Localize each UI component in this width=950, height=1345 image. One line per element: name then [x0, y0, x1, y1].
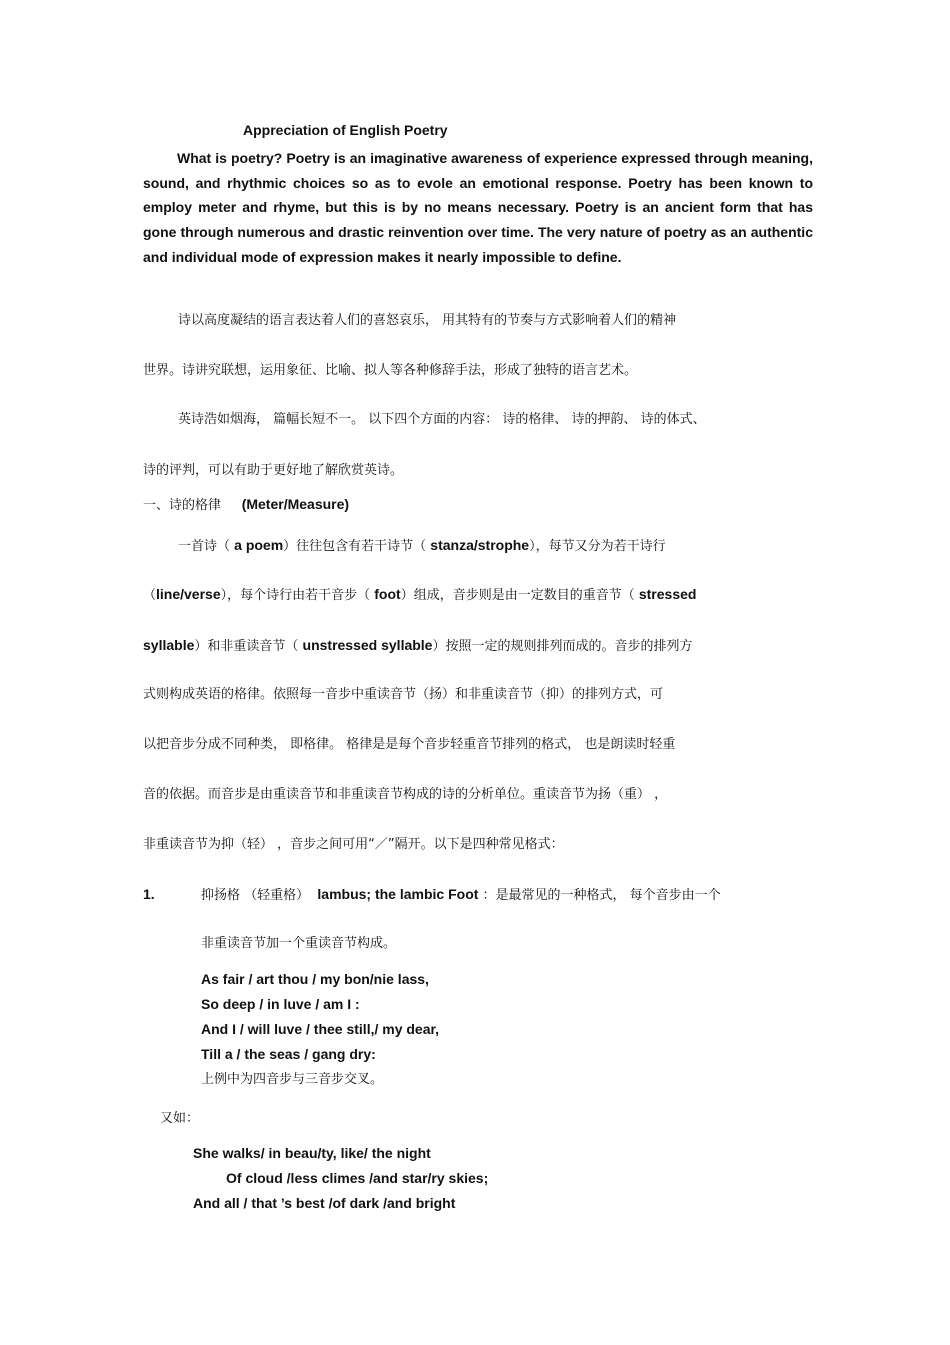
item-cn-term: 抑扬格 （轻重格） [201, 888, 314, 903]
term-unstressed-syllable: unstressed syllable [302, 637, 433, 653]
list-item-iambus [143, 884, 721, 903]
list-number: 1. [143, 886, 155, 902]
poem-line: So deep / in luve / am I : [201, 996, 360, 1012]
text-run: ）和非重读音节（ [194, 639, 303, 654]
paragraph-3-line-4: 式则构成英语的格律。依照每一音步中重读音节（扬）和非重读音节（抑）的排列方式，可 [143, 687, 664, 702]
item-en-term: lambus; the lambic Foot [317, 886, 479, 902]
paragraph-3-line-3 [143, 635, 815, 654]
text-run: ），每个诗行由若干音步（ [220, 588, 375, 603]
text-run: ），每节又分为若干诗行 [529, 539, 666, 554]
poem-line: Of cloud /less climes /and star/ry skies; [226, 1170, 489, 1186]
paragraph-3-line-5: 以把音步分成不同种类， 即格律。 格律是是每个音步轻重音节排列的格式， 也是朗读时轻重 [143, 737, 676, 752]
intro-paragraph: What is poetry? Poetry is an imaginative awareness of experience expressed through meaning, sound, and rhythmic choices so as to evole an emotional response. Poetry has been known to employ meter and rhyme, but this is by no means necessary. Poetry is an ancient form that has gone through numerous and drastic reinvention over time. The very nature of poetry as an authentic and individual mode of expression makes it nearly impossible to define. [143, 150, 813, 265]
paragraph-1-line-1: 诗以高度凝结的语言表达着人们的喜怒哀乐， 用其特有的节奏与方式影响着人们的精神 [178, 313, 677, 328]
paragraph-2-line-2: 诗的评判，可以有助于更好地了解欣赏英诗。 [143, 463, 404, 478]
poem-line: She walks/ in beau/ty, like/ the night [193, 1145, 431, 1161]
poem-1-note: 上例中为四音步与三音步交叉。 [201, 1072, 384, 1087]
paragraph-1-line-2: 世界。诗讲究联想，运用象征、比喻、拟人等各种修辞手法，形成了独特的语言艺术。 [143, 363, 638, 378]
poem-line: And I / will luve / thee still,/ my dear, [201, 1021, 440, 1037]
paragraph-3-line-2 [143, 584, 815, 603]
term-line-verse: line/verse [156, 586, 221, 602]
another-example-label: 又如： [160, 1111, 200, 1126]
section-heading-cn: 一、诗的格律 [143, 498, 222, 513]
section-heading-meter [143, 494, 815, 513]
document-title: Appreciation of English Poetry [243, 122, 448, 138]
term-stressed: stressed [638, 586, 697, 602]
term-foot: foot [374, 586, 401, 602]
text-run: ）组成，音步则是由一定数目的重音节（ [400, 588, 639, 603]
text-run: ）往往包含有若干诗节（ [283, 539, 431, 554]
term-stanza: stanza/strophe [430, 537, 530, 553]
poem-line: As fair / art thou / my bon/nie lass, [201, 971, 429, 987]
paragraph-2-line-1: 英诗浩如烟海， 篇幅长短不一。 以下四个方面的内容： 诗的格律、 诗的押韵、 诗的体式、 [178, 412, 706, 427]
paragraph-3-line-1 [143, 535, 815, 554]
poem-line: And all / that ’s best /of dark /and bright [193, 1195, 456, 1211]
term-a-poem: a poem [234, 537, 284, 553]
item-description: ：是最常见的一种格式， 每个音步由一个 [478, 888, 721, 903]
poem-example-2 [193, 1141, 488, 1216]
poem-line: Till a / the seas / gang dry: [201, 1046, 376, 1062]
text-run: ）按照一定的规则排列而成的。音步的排列方 [432, 639, 693, 654]
paragraph-3-line-7: 非重读音节为抑（轻） ，音步之间可用“／”隔开。以下是四种常见格式： [143, 837, 564, 852]
section-heading-en: (Meter/Measure) [241, 496, 350, 512]
term-syllable: syllable [143, 637, 195, 653]
paragraph-3-line-6: 音的依据。而音步是由重读音节和非重读音节构成的诗的分析单位。重读音节为扬（重） ， [143, 787, 668, 802]
list-item-iambus-line-2: 非重读音节加一个重读音节构成。 [201, 936, 397, 951]
text-run: （ [143, 588, 157, 603]
text-run: 一首诗（ [178, 539, 235, 554]
poem-example-1 [201, 967, 439, 1067]
